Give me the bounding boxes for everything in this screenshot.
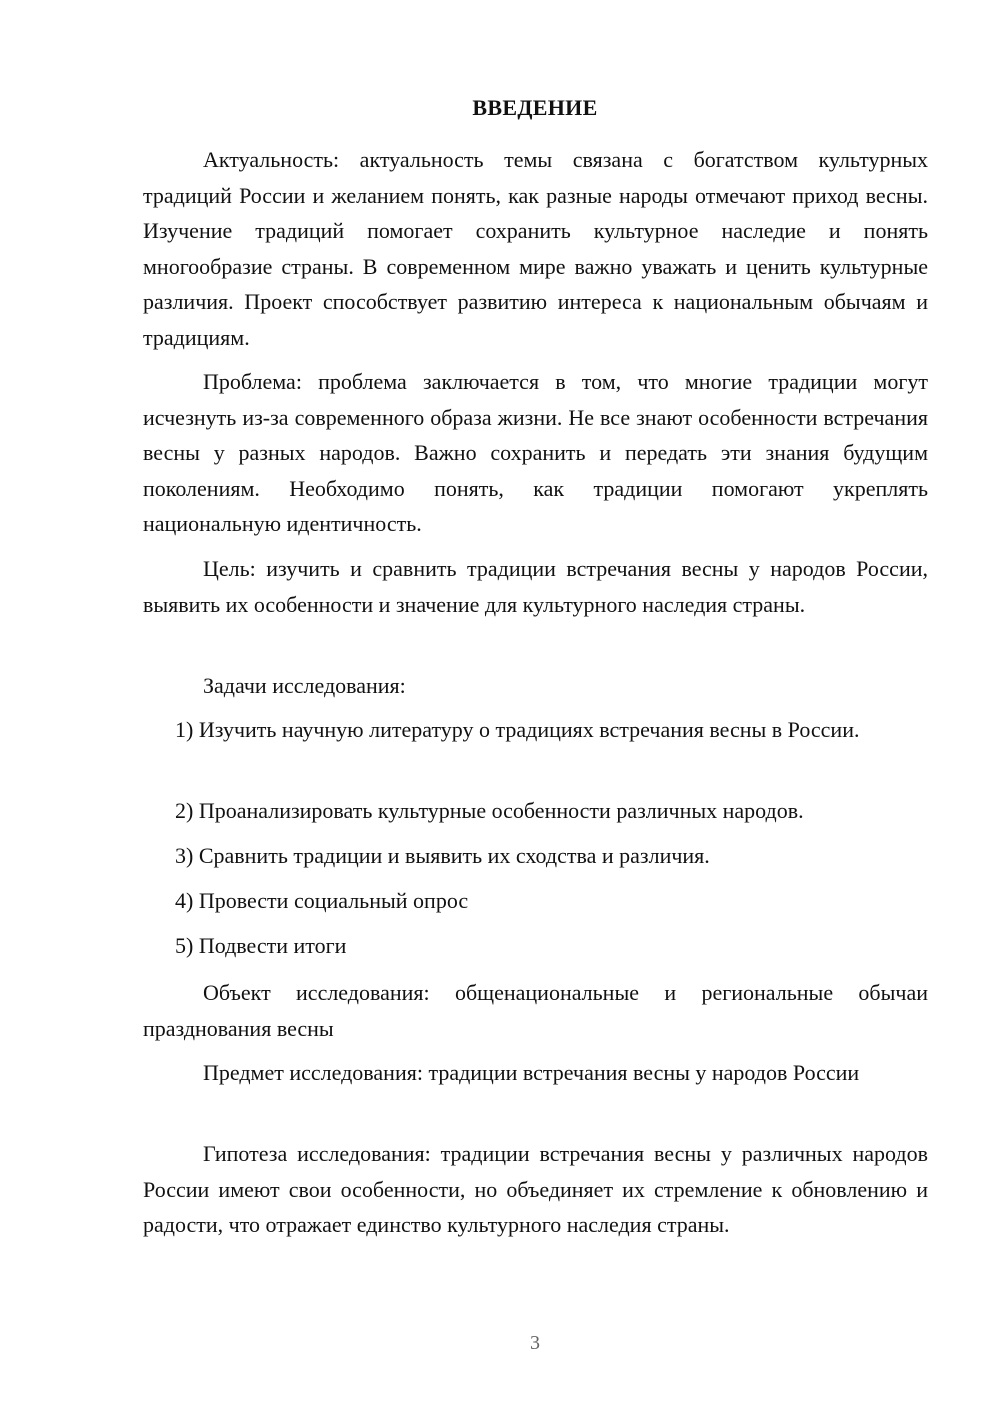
problem-paragraph: Проблема: проблема заключается в том, что многие традиции могут исчезнуть из-за современного образа жизни. Не все знают особенности встречания весны у разных народов. Важно сохранить и передать эти знания будущим поколениям. Необходимо понять, как традиции помогают укреплять национальную идентичность. [143,369,928,536]
task-item: 2) Проанализировать культурные особенности различных народов. [175,798,804,823]
page-title: ВВЕДЕНИЕ [472,95,598,120]
task-item: 5) Подвести итоги [175,933,347,958]
page-number: 3 [530,1332,540,1354]
goal-paragraph: Цель: изучить и сравнить традиции встречания весны у народов России, выявить их особенности и значение для культурного наследия страны. [143,556,928,617]
relevance-paragraph: Актуальность: актуальность темы связана с богатством культурных традиций России и желанием понять, как разные народы отмечают приход весны. Изучение традиций помогает сохранить культурное наследие и понять многообразие страны. В современном мире важно уважать и ценить культурные различия. Проект способствует развитию интереса к национальным обычаям и традициям. [143,147,928,350]
subject-paragraph: Предмет исследования: традиции встречания весны у народов России [203,1060,860,1085]
tasks-title: Задачи исследования: [203,673,406,698]
task-item: 1) Изучить научную литературу о традициях встречания весны в России. [175,717,860,742]
hypothesis-paragraph: Гипотеза исследования: традиции встречания весны у различных народов России имеют свои особенности, но объединяет их стремление к обновлению и радости, что отражает единство культурного наследия страны. [143,1141,928,1237]
task-item: 4) Провести социальный опрос [175,888,469,913]
object-paragraph: Объект исследования: общенациональные и региональные обычаи празднования весны [143,980,928,1041]
task-item: 3) Сравнить традиции и выявить их сходства и различия. [175,843,710,868]
